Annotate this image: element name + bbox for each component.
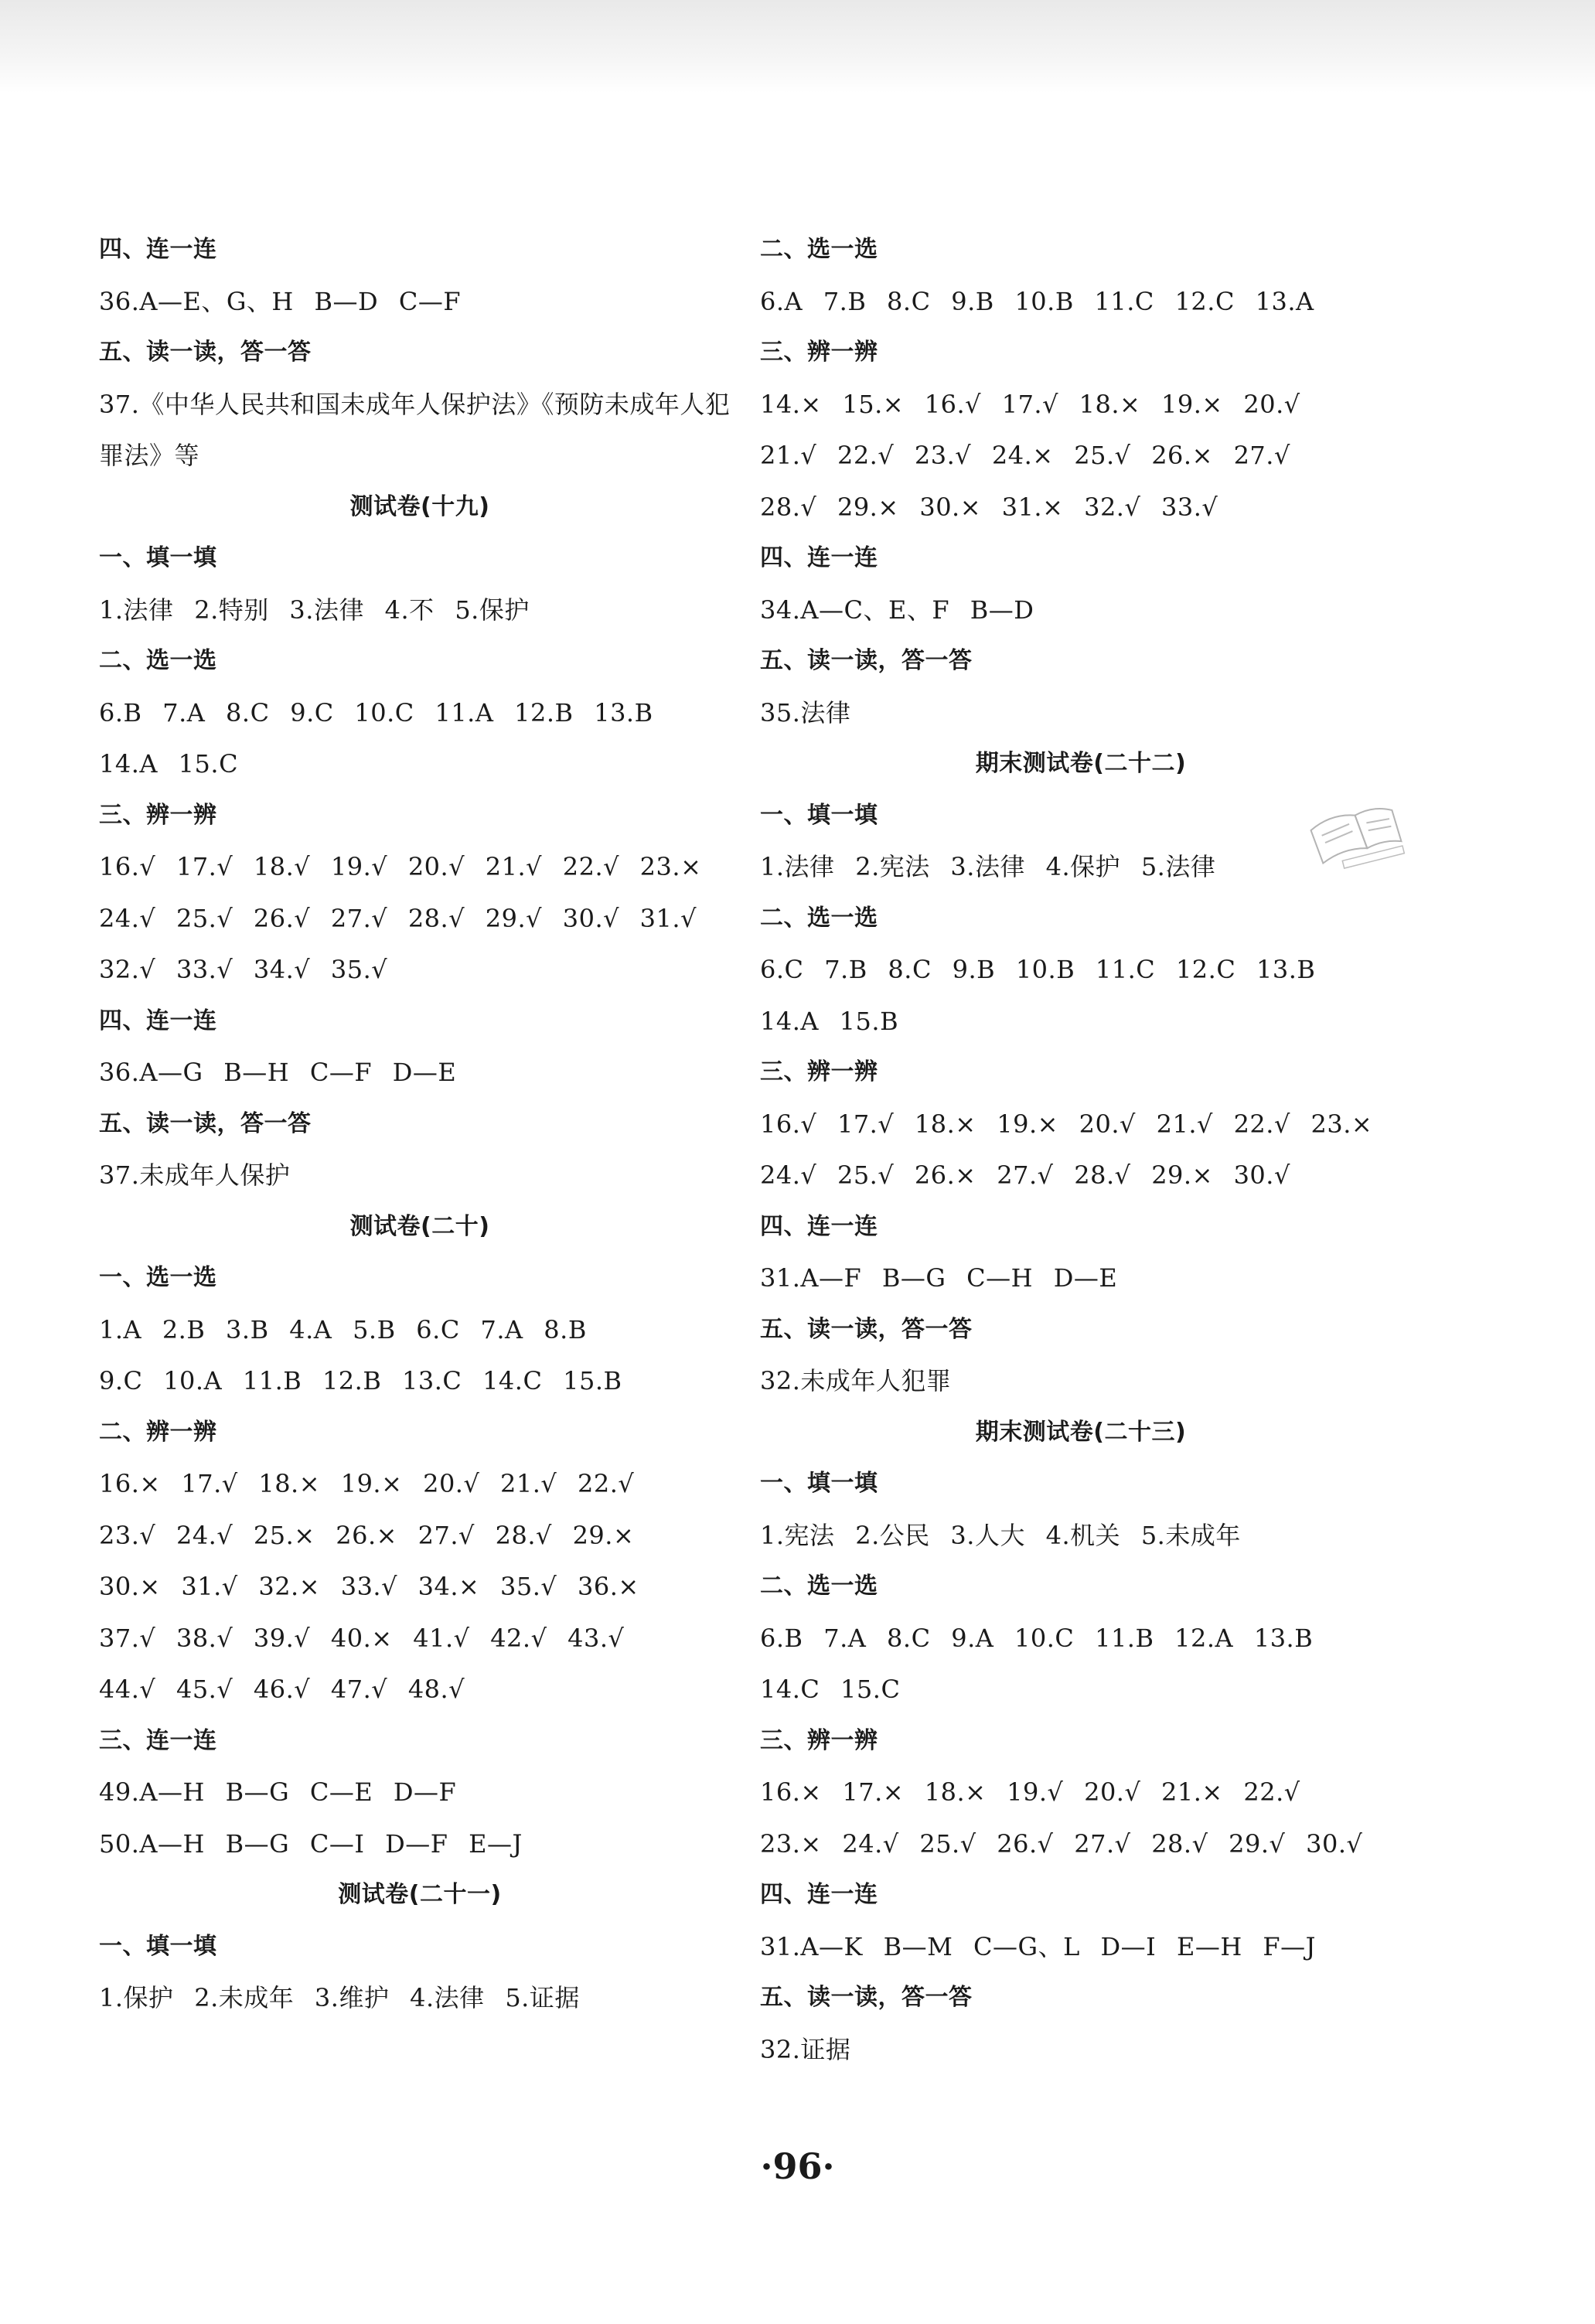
answer-line: 32.√ 33.√ 34.√ 35.√	[99, 955, 388, 984]
answer-line: 36.A—E、G、H B—D C—F	[99, 286, 462, 316]
section-heading: 二、选一选	[760, 236, 878, 263]
answer-column-left	[99, 224, 795, 2024]
answer-line: 34.A—C、E、F B—D	[760, 595, 1034, 625]
answer-line: 23.√ 24.√ 25.× 26.× 27.√ 28.√ 29.×	[99, 1520, 635, 1550]
answer-line: 1.法律 2.宪法 3.法律 4.保护 5.法律	[760, 852, 1216, 881]
answer-line: 16.√ 17.√ 18.√ 19.√ 20.√ 21.√ 22.√ 23.×	[99, 852, 702, 881]
section-heading: 五、读一读，答一答	[760, 1984, 973, 2011]
section-heading: 三、辨一辨	[760, 339, 878, 366]
answer-column-right	[760, 224, 1456, 2075]
answer-line: 44.√ 45.√ 46.√ 47.√ 48.√	[99, 1675, 465, 1704]
answer-line: 24.√ 25.√ 26.√ 27.√ 28.√ 29.√ 30.√ 31.√	[99, 903, 697, 933]
answer-line: 37.未成年人保护	[99, 1160, 291, 1190]
test-paper-title: 测试卷(十九)	[349, 492, 490, 520]
answer-line: 14.× 15.× 16.√ 17.√ 18.× 19.× 20.√	[760, 389, 1300, 419]
section-heading: 三、辨一辨	[99, 801, 217, 829]
section-heading: 三、辨一辨	[760, 1726, 878, 1754]
section-heading: 一、填一填	[760, 801, 878, 829]
test-paper-title: 测试卷(二十一)	[338, 1881, 502, 1908]
answer-line: 28.√ 29.× 30.× 31.× 32.√ 33.√	[760, 492, 1218, 522]
section-heading: 五、读一读，答一答	[760, 647, 973, 674]
page-number: ·96·	[760, 2145, 835, 2187]
answer-line: 35.法律	[760, 697, 851, 728]
section-heading: 三、辨一辨	[760, 1058, 878, 1085]
section-heading: 二、辨一辨	[99, 1418, 217, 1446]
section-heading: 一、填一填	[99, 544, 217, 571]
section-heading: 一、填一填	[760, 1470, 878, 1497]
answer-line: 14.A 15.C	[99, 749, 239, 779]
section-heading: 四、连一连	[760, 544, 878, 571]
section-heading: 四、连一连	[99, 236, 217, 263]
test-paper-title: 期末测试卷(二十二)	[975, 750, 1187, 777]
section-heading: 一、选一选	[99, 1264, 217, 1291]
section-heading: 四、连一连	[760, 1881, 878, 1908]
answer-line: 1.保护 2.未成年 3.维护 4.法律 5.证据	[99, 1983, 580, 2012]
answer-line: 1.法律 2.特别 3.法律 4.不 5.保护	[99, 595, 530, 625]
answer-line: 32.证据	[760, 2034, 851, 2064]
section-heading: 五、读一读，答一答	[760, 1315, 973, 1343]
answer-line: 21.√ 22.√ 23.√ 24.× 25.√ 26.× 27.√	[760, 441, 1290, 470]
section-heading: 五、读一读，答一答	[99, 339, 312, 366]
section-heading: 二、选一选	[99, 647, 217, 674]
answer-line: 16.√ 17.√ 18.× 19.× 20.√ 21.√ 22.√ 23.×	[760, 1109, 1373, 1139]
answer-line: 6.B 7.A 8.C 9.C 10.C 11.A 12.B 13.B	[99, 697, 653, 728]
answer-line: 31.A—K B—M C—G、L D—I E—H F—J	[760, 1931, 1316, 1961]
answer-line: 36.A—G B—H C—F D—E	[99, 1058, 457, 1087]
test-paper-title: 期末测试卷(二十三)	[975, 1418, 1187, 1446]
section-heading: 二、选一选	[760, 904, 878, 932]
answer-line: 6.B 7.A 8.C 9.A 10.C 11.B 12.A 13.B	[760, 1623, 1314, 1653]
answer-line: 24.√ 25.√ 26.× 27.√ 28.√ 29.× 30.√	[760, 1160, 1290, 1190]
scan-top-shadow	[0, 0, 1595, 93]
answer-line: 9.C 10.A 11.B 12.B 13.C 14.C 15.B	[99, 1366, 622, 1395]
answer-line: 14.C 15.C	[760, 1675, 901, 1704]
section-heading: 四、连一连	[99, 1007, 217, 1034]
answer-line: 16.× 17.× 18.× 19.√ 20.√ 21.× 22.√	[760, 1777, 1300, 1807]
answer-line: 1.宪法 2.公民 3.人大 4.机关 5.未成年	[760, 1520, 1241, 1550]
section-heading: 一、填一填	[99, 1932, 217, 1960]
answer-line: 30.× 31.√ 32.× 33.√ 34.× 35.√ 36.×	[99, 1572, 639, 1601]
answer-line: 16.× 17.√ 18.× 19.× 20.√ 21.√ 22.√	[99, 1469, 635, 1498]
section-heading: 二、选一选	[760, 1573, 878, 1600]
section-heading: 四、连一连	[760, 1212, 878, 1240]
answer-line: 31.A—F B—G C—H D—E	[760, 1263, 1118, 1293]
answer-line: 1.A 2.B 3.B 4.A 5.B 6.C 7.A 8.B	[99, 1314, 587, 1344]
answer-text: 37.《中华人民共和国未成年人保护法》《预防未成年人犯罪法》等	[99, 389, 731, 470]
section-heading: 五、读一读，答一答	[99, 1109, 312, 1137]
answer-line: 37.√ 38.√ 39.√ 40.× 41.√ 42.√ 43.√	[99, 1623, 625, 1653]
answer-line: 49.A—H B—G C—E D—F	[99, 1777, 457, 1807]
answer-line: 50.A—H B—G C—I D—F E—J	[99, 1828, 523, 1859]
answer-line: 6.A 7.B 8.C 9.B 10.B 11.C 12.C 13.A	[760, 286, 1314, 316]
answer-line: 32.未成年人犯罪	[760, 1366, 952, 1395]
answer-line: 14.A 15.B	[760, 1006, 899, 1036]
answer-line: 6.C 7.B 8.C 9.B 10.B 11.C 12.C 13.B	[760, 955, 1316, 984]
section-heading: 三、连一连	[99, 1726, 217, 1754]
answer-line: 23.× 24.√ 25.√ 26.√ 27.√ 28.√ 29.√ 30.√	[760, 1828, 1363, 1859]
test-paper-title: 测试卷(二十)	[349, 1212, 490, 1240]
